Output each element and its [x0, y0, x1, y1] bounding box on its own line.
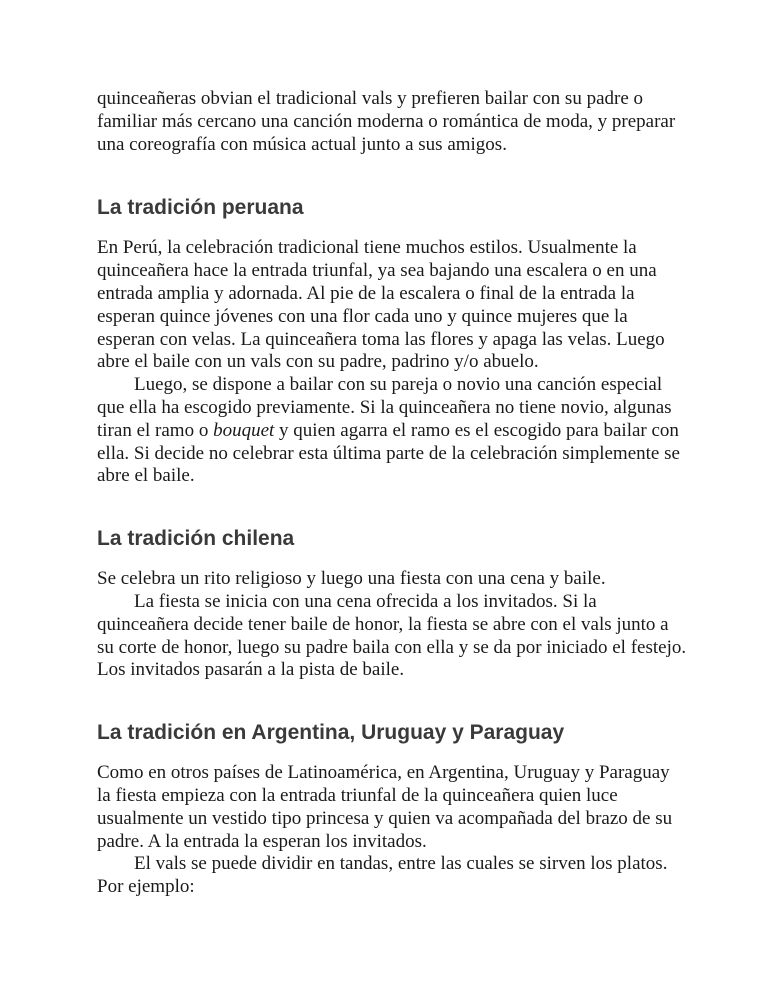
peru-paragraph-2 — [97, 374, 687, 488]
peru-paragraph-2-text-a: Luego, se dispone a bailar con su pareja o novio una canción especial que ella ha escogido previamente. Si la quinceañera no tiene novio, algunas tiran el ramo o — [97, 374, 672, 441]
peru-paragraph-1: En Perú, la celebración tradicional tiene muchos estilos. Usualmente la quinceañera hace la entrada triunfal, ya sea bajando una escalera o en una entrada amplia y adornada. Al pie de la escalera o final de la entrada la esperan quince jóvenes con una flor cada uno y quince mujeres que la esperan con velas. La quinceañera toma las flores y apaga las velas. Luego abre el baile con un vals con su padre, padrino y/o abuelo. — [97, 237, 665, 373]
peru-paragraph-2-emphasis: bouquet — [213, 419, 275, 441]
chile-paragraph-1: Se celebra un rito religioso y luego una fiesta con una cena y baile. — [97, 568, 606, 590]
peru-paragraph-2-text-b: y quien agarra el ramo es el escogido para bailar con ella. Si decide no celebrar esta última parte de la celebración simplemente se abre el baile. — [97, 419, 680, 487]
intro-paragraph: quinceañeras obvian el tradicional vals y prefieren bailar con su padre o familiar más cercano una canción moderna o romántica de moda, y preparar una coreografía con música actual junto a sus amigos. — [97, 88, 676, 155]
argentina-paragraph-2: El vals se puede dividir en tandas, entre las cuales se sirven los platos. Por ejemplo: — [97, 853, 668, 898]
chile-paragraph-2: La fiesta se inicia con una cena ofrecida a los invitados. Si la quinceañera decide tener baile de honor, la fiesta se abre con el vals junto a su corte de honor, luego su padre baila con ella y se da por iniciado el festejo. Los invitados pasarán a la pista de baile. — [97, 590, 687, 681]
section-heading-argentina: La tradición en Argentina, Uruguay y Paraguay — [97, 721, 565, 745]
document-page — [97, 88, 687, 899]
section-heading-peru: La tradición peruana — [97, 196, 304, 220]
section-heading-chile: La tradición chilena — [97, 527, 295, 551]
argentina-paragraph-1: Como en otros países de Latinoamérica, en Argentina, Uruguay y Paraguay la fiesta empieza con la entrada triunfal de la quinceañera quien luce usualmente un vestido tipo princesa y quien va acompañada del brazo de su padre. A la entrada la esperan los invitados. — [97, 762, 673, 852]
